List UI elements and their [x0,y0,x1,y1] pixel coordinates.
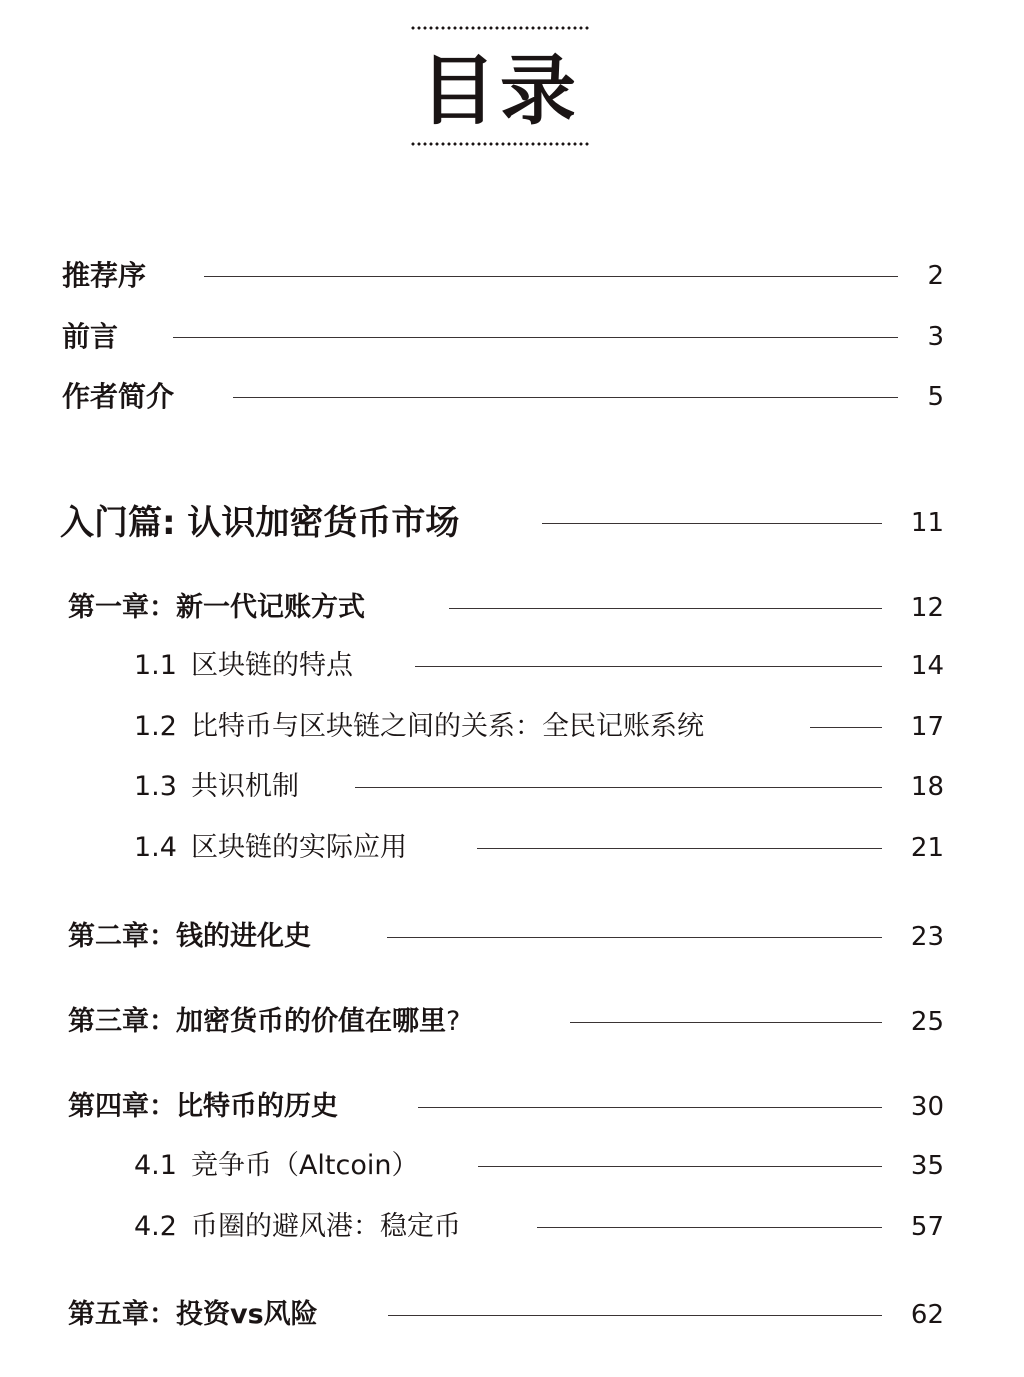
leader-line [478,1166,882,1167]
toc-entry-section-4-1[interactable] [0,1146,1024,1186]
toc-entry-chapter-4[interactable] [0,1087,1024,1127]
leader-line [542,523,882,524]
leader-line [204,276,898,277]
section-label: 比特币与区块链之间的关系：全民记账系统 [190,711,704,742]
leader-line [387,937,882,938]
page-number: 25 [910,1007,944,1037]
toc-entry-section-4-2[interactable] [0,1207,1024,1247]
section-number: 4.1 [134,1150,177,1181]
chapter-label: 第一章：新一代记账方式 [68,592,365,623]
chapter-label: 第二章：钱的进化史 [68,921,311,952]
toc-entry-recommendation[interactable] [0,256,1024,296]
toc-entry-section-1-1[interactable] [0,646,1024,686]
page-number: 21 [910,833,944,863]
toc-header [410,24,590,150]
leader-line [388,1315,882,1316]
entry-label: 前言 [62,320,119,353]
entry-label: 推荐序 [62,259,147,292]
leader-line [537,1227,882,1228]
dotted-divider-bottom [410,142,590,146]
leader-line [810,727,882,728]
toc-entry-chapter-5[interactable] [0,1295,1024,1335]
section-number: 1.3 [134,771,177,802]
page-number: 57 [910,1212,944,1242]
toc-entry-preface[interactable] [0,317,1024,357]
toc-entry-chapter-1[interactable] [0,588,1024,628]
toc-entry-part-intro[interactable] [0,503,1024,543]
toc-entry-section-1-4[interactable] [0,828,1024,868]
toc-entry-section-1-3[interactable] [0,767,1024,807]
section-label: 区块链的实际应用 [190,832,407,863]
section-label: 币圈的避风港：稳定币 [190,1211,461,1242]
leader-line [355,787,882,788]
page-number: 11 [910,508,944,538]
page-number: 23 [910,922,944,952]
section-number: 1.1 [134,650,177,681]
chapter-label: 第四章：比特币的历史 [68,1091,338,1122]
page-title: 目录 [420,46,580,135]
chapter-label: 第五章：投资vs风险 [68,1299,318,1330]
leader-line [570,1022,882,1023]
section-label: 共识机制 [190,771,299,802]
page-number: 14 [910,651,944,681]
section-label: 区块链的特点 [190,650,353,681]
entry-label: 作者简介 [62,380,175,413]
section-number: 1.4 [134,832,177,863]
leader-line [415,666,882,667]
page-number: 5 [927,382,944,412]
dotted-divider-top [410,26,590,30]
page-number: 3 [927,322,944,352]
section-number: 4.2 [134,1211,177,1242]
chapter-label: 第三章：加密货币的价值在哪里 [68,1006,446,1037]
toc-entry-about-author[interactable] [0,377,1024,417]
leader-line [173,337,898,338]
leader-line [233,397,898,398]
page-number: 18 [910,772,944,802]
part-label: 入门篇: 认识加密货币市场 [60,503,460,543]
page-number: 62 [910,1300,944,1330]
page-number: 30 [910,1092,944,1122]
page-number: 35 [910,1151,944,1181]
section-label: 竞争币（Altcoin） [190,1150,419,1181]
section-number: 1.2 [134,711,177,742]
toc-entry-chapter-3[interactable] [0,1002,1024,1042]
leader-line [449,608,882,609]
toc-entry-chapter-2[interactable] [0,917,1024,957]
page-number: 2 [927,261,944,291]
page-number: 12 [910,593,944,623]
question-mark: ? [446,1006,461,1037]
leader-line [418,1107,882,1108]
leader-line [477,848,882,849]
toc-entry-section-1-2[interactable] [0,707,1024,747]
page-number: 17 [910,712,944,742]
